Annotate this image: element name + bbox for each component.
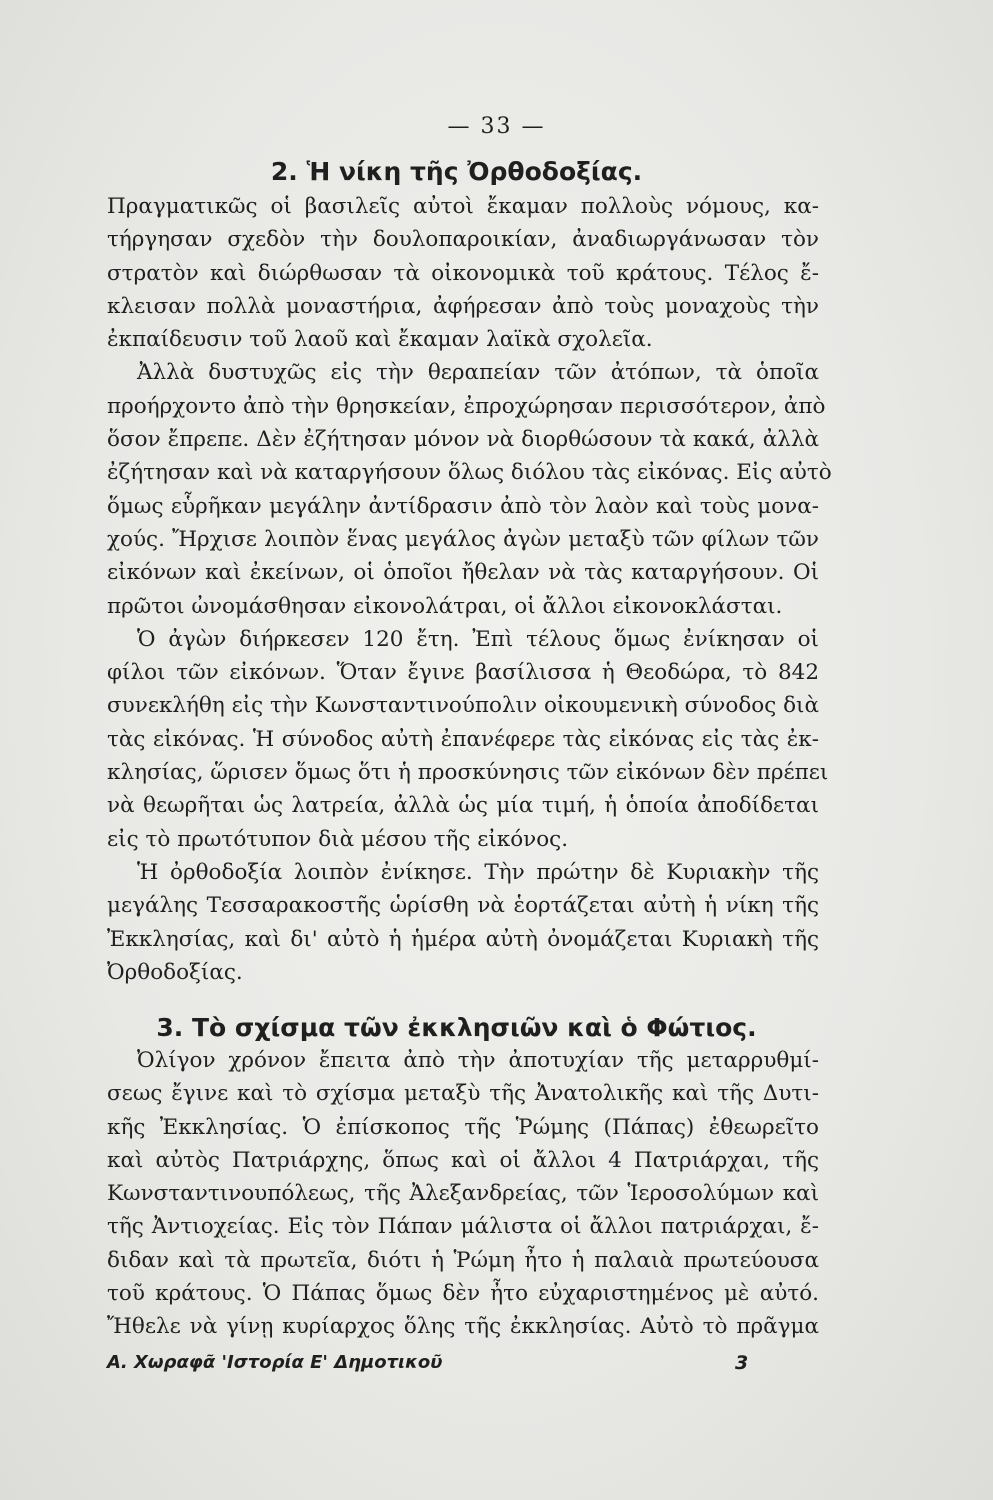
text-line: ὅμως εὗρῆκαν μεγάλην ἀντίδρασιν ἀπὸ τὸν λαὸν καὶ τοὺς μονα- [107, 493, 819, 519]
text-line: σεως ἔγινε καὶ τὸ σχίσμα μεταξὺ τῆς Ἀνατολικῆς καὶ τῆς Δυτι- [107, 1081, 819, 1107]
text-line: ἐζήτησαν καὶ νὰ καταργήσουν ὅλως διόλου τὰς εἰκόνας. Εἰς αὐτὸ [107, 460, 832, 486]
text-line: διδαν καὶ τὰ πρωτεῖα, διότι ἡ Ῥώμη ἦτο ἡ παλαιὰ πρωτεύουσα [107, 1247, 819, 1273]
text-line: νὰ θεωρῆται ὡς λατρεία, ἀλλὰ ὡς μία τιμή, ἡ ὁποία ἀποδίδεται [107, 793, 819, 819]
page-number: — 33 — [447, 114, 546, 139]
section-title-schism-and-photius: 3. Τὸ σχίσμα τῶν ἐκκλησιῶν καὶ ὁ Φώτιος. [156, 1013, 757, 1042]
text-line: ἐκπαίδευσιν τοῦ λαοῦ καὶ ἔκαμαν λαϊκὰ σχολεῖα. [107, 327, 653, 353]
text-line: Ἀλλὰ δυστυχῶς εἰς τὴν θεραπείαν τῶν ἀτόπων, τὰ ὁποῖα [137, 360, 819, 386]
text-line: εἰς τὸ πρωτότυπον διὰ μέσου τῆς εἰκόνος. [107, 826, 569, 852]
text-line: στρατὸν καὶ διώρθωσαν τὰ οἰκονομικὰ τοῦ κράτους. Τέλος ἔ- [107, 260, 819, 286]
section-body-victory-of-orthodoxy [107, 190, 832, 989]
text-line: Ἤθελε νὰ γίνῃ κυρίαρχος ὅλης τῆς ἐκκλησίας. Αὐτὸ τὸ πρᾶγμα [107, 1314, 819, 1340]
text-line: Ὁ ἀγὼν διήρκεσεν 120 ἔτη. Ἐπὶ τέλους ὅμως ἐνίκησαν οἱ [137, 626, 819, 652]
section-title-victory-of-orthodoxy: 2. Ἡ νίκη τῆς Ὀρθοδοξίας. [270, 157, 643, 186]
text-line: πρῶτοι ὠνομάσθησαν εἰκονολάτραι, οἱ ἄλλοι εἰκονοκλάσται. [107, 593, 783, 619]
text-line: προήρχοντο ἀπὸ τὴν θρησκείαν, ἐπροχώρησαν περισσότερον, ἀπὸ [107, 393, 826, 419]
text-line: καὶ αὐτὸς Πατριάρχης, ὅπως καὶ οἱ ἄλλοι 4 Πατριάρχαι, τῆς [107, 1147, 819, 1173]
text-line: χούς. Ἤρχισε λοιπὸν ἕνας μεγάλος ἀγὼν μεταξὺ τῶν φίλων τῶν [107, 526, 819, 552]
text-line: τοῦ κράτους. Ὁ Πάπας ὅμως δὲν ἦτο εὐχαριστημένος μὲ αὐτό. [107, 1281, 819, 1307]
text-line: εἰκόνων καὶ ἐκείνων, οἱ ὁποῖοι ἤθελαν νὰ τὰς καταργήσουν. Οἱ [107, 560, 819, 586]
text-line: μεγάλης Τεσσαρακοστῆς ὡρίσθη νὰ ἑορτάζεται αὐτὴ ἡ νίκη τῆς [107, 893, 819, 919]
text-line: Ἐκκλησίας, καὶ δι' αὐτὸ ἡ ἡμέρα αὐτὴ ὀνομάζεται Κυριακὴ τῆς [107, 926, 819, 952]
text-line: Ἡ ὀρθοδοξία λοιπὸν ἐνίκησε. Τὴν πρώτην δὲ Κυριακὴν τῆς [137, 859, 819, 885]
text-line: κῆς Ἐκκλησίας. Ὁ ἐπίσκοπος τῆς Ῥώμης (Πάπας) ἐθεωρεῖτο [107, 1114, 819, 1140]
section-body-schism-and-photius [107, 1044, 819, 1344]
text-line: Πραγματικῶς οἱ βασιλεῖς αὐτοὶ ἔκαμαν πολλοὺς νόμους, κα- [107, 194, 819, 219]
text-line: τὰς εἰκόνας. Ἡ σύνοδος αὐτὴ ἐπανέφερε τὰς εἰκόνας εἰς τὰς ἐκ- [107, 726, 819, 752]
text-line: τῆς Ἀντιοχείας. Εἰς τὸν Πάπαν μάλιστα οἱ ἄλλοι πατριάρχαι, ἔ- [107, 1214, 819, 1240]
text-line: Ὀρθοδοξίας. [107, 959, 243, 985]
text-line: συνεκλήθη εἰς τὴν Κωνσταντινούπολιν οἰκουμενικὴ σύνοδος διὰ [107, 693, 819, 719]
text-line: τήργησαν σχεδὸν τὴν δουλοπαροικίαν, ἀναδιωργάνωσαν τὸν [107, 227, 819, 253]
footer-signature-mark: 3 [735, 1352, 749, 1374]
footer-book-title: Α. Χωραφᾶ 'Ιστορία Ε' Δημοτικοῦ [107, 1352, 443, 1373]
text-line: κλησίας, ὥρισεν ὅμως ὅτι ἡ προσκύνησις τῶν εἰκόνων δὲν πρέπει [107, 760, 829, 786]
text-line: Ὀλίγον χρόνον ἔπειτα ἀπὸ τὴν ἀποτυχίαν τῆς μεταρρυθμί- [137, 1048, 819, 1073]
text-line: κλεισαν πολλὰ μοναστήρια, ἀφήρεσαν ἀπὸ τοὺς μοναχοὺς τὴν [107, 293, 819, 319]
text-line: Κωνσταντινουπόλεως, τῆς Ἀλεξανδρείας, τῶν Ἱεροσολύμων καὶ [107, 1181, 819, 1207]
text-line: φίλοι τῶν εἰκόνων. Ὅταν ἔγινε βασίλισσα ἡ Θεοδώρα, τὸ 842 [107, 660, 819, 686]
text-line: ὅσον ἔπρεπε. Δὲν ἐζήτησαν μόνον νὰ διορθώσουν τὰ κακά, ἀλλὰ [107, 427, 819, 453]
